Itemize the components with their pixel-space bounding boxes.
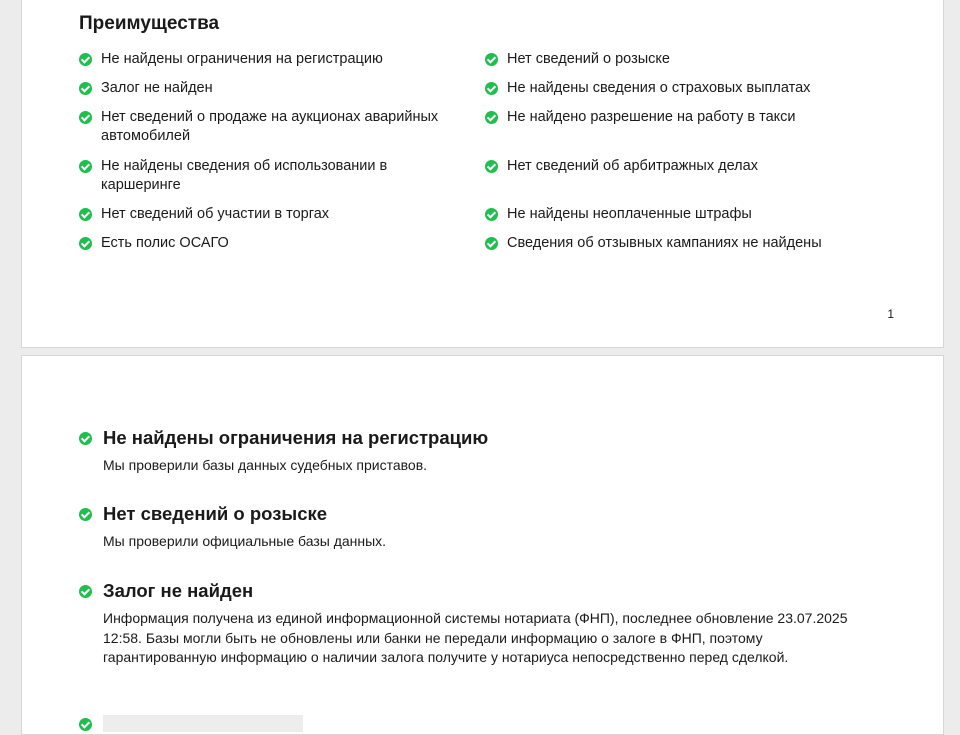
check-circle-icon [79,585,92,598]
detail-text: Мы проверили официальные базы данных. [103,533,387,549]
check-circle-icon [79,508,92,521]
next-section-peek [79,712,319,732]
advantage-label: Есть полис ОСАГО [101,235,229,251]
advantage-label: Нет сведений о розыске [507,51,670,67]
advantage-label: Залог не найден [101,80,213,96]
check-circle-icon [485,208,498,221]
check-circle-icon [485,237,498,250]
report-page-2 [21,355,944,735]
advantage-label: Не найдены сведения об использовании в каршеринге [101,158,388,193]
check-circle-icon [79,237,92,250]
check-circle-icon [79,208,92,221]
check-circle-icon [485,53,498,66]
detail-title: Не найдены ограничения на регистрацию [103,427,489,448]
check-circle-icon [79,160,92,173]
check-circle-icon [79,53,92,66]
advantage-label: Нет сведений об участии в торгах [101,206,330,222]
detail-section [79,579,859,668]
page-number: 1 [887,307,894,321]
advantage-label: Нет сведений об арбитражных делах [507,158,758,174]
check-circle-icon [79,432,92,445]
cropped-heading-placeholder [103,715,303,732]
advantage-item [79,234,479,253]
detail-section [79,426,859,476]
advantage-item [79,157,399,195]
advantage-item [79,205,479,224]
advantage-label: Не найдено разрешение на работу в такси [507,109,796,125]
detail-section [79,502,859,552]
advantages-title: Преимущества [79,13,220,34]
report-page-1 [21,0,944,348]
advantage-item [79,108,479,146]
advantage-item [79,79,479,98]
advantage-item [485,205,885,224]
check-circle-icon [485,82,498,95]
advantage-label: Не найдены ограничения на регистрацию [101,51,383,67]
detail-text: Мы проверили базы данных судебных приставов. [103,457,428,473]
advantage-label: Сведения об отзывных кампаниях не найдены [507,235,822,251]
check-circle-icon [79,82,92,95]
advantage-item [485,157,885,176]
detail-text: Информация получена из единой информационной системы нотариата (ФНП), последнее обновление 23.07.2025 12:58. Базы могли быть не обновлены или банки не передали информацию о залоге в ФНП, поэтому гарантированную информацию о наличии залога получите у нотариуса непосредственно перед сделкой. [103,610,848,665]
check-circle-icon [485,160,498,173]
check-circle-icon [79,111,92,124]
advantage-label: Не найдены сведения о страховых выплатах [507,80,811,96]
check-circle-icon [485,111,498,124]
advantage-item [485,108,885,127]
advantage-item [485,79,885,98]
advantage-label: Не найдены неоплаченные штрафы [507,206,752,222]
advantage-item [485,234,885,253]
advantage-item [485,50,885,69]
advantage-item [79,50,479,69]
advantage-label: Нет сведений о продаже на аукционах аварийных автомобилей [101,109,439,144]
detail-title: Нет сведений о розыске [103,503,328,524]
detail-title: Залог не найден [103,580,254,601]
